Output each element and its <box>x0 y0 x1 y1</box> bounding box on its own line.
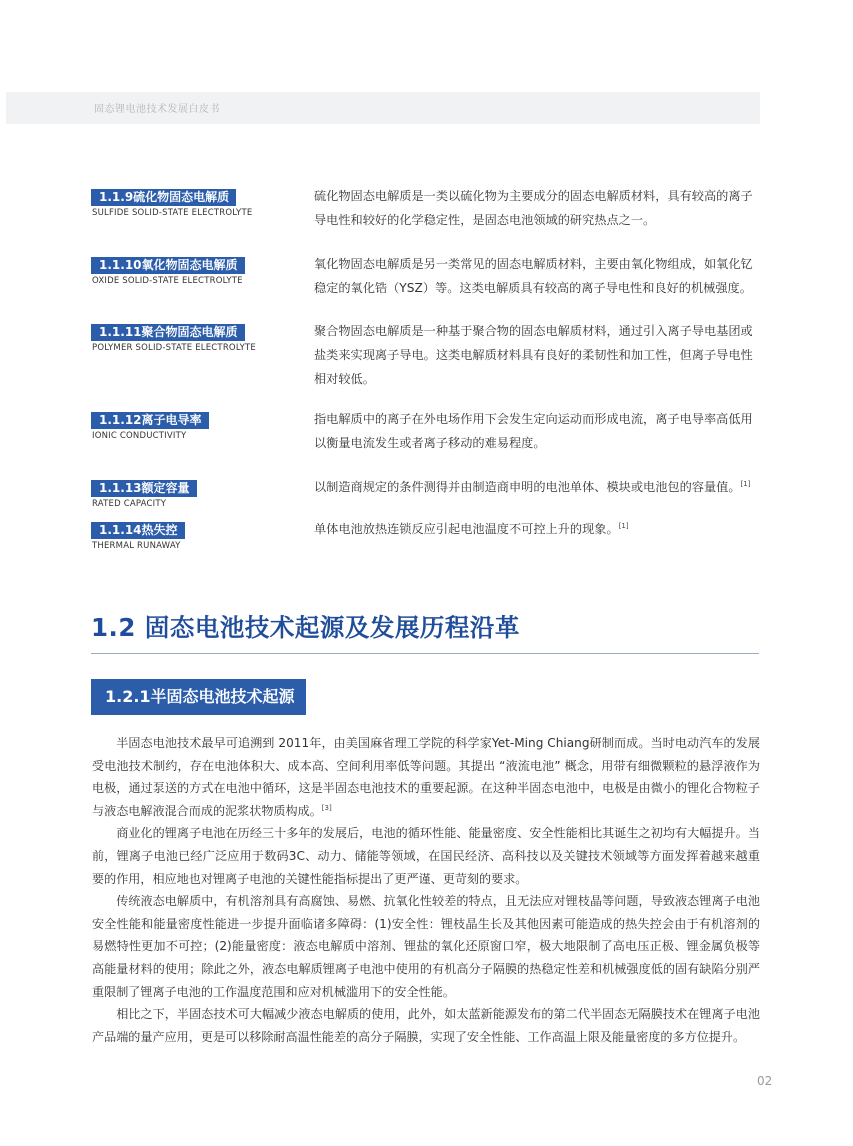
term-description: 单体电池放热连锁反应引起电池温度不可控上升的现象。[1] <box>314 521 629 536</box>
term-description: 聚合物固态电解质是一种基于聚合物的固态电解质材料，通过引入离子导电基团或盐类来实现离子导电。这类电解质材料具有良好的柔韧性和加工性，但离子导电性相对较低。 <box>314 324 753 386</box>
citation-marker: [3] <box>321 803 332 812</box>
term-description: 以制造商规定的条件测得并由制造商申明的电池单体、模块或电池包的容量值。[1] <box>314 479 751 494</box>
paragraph: 半固态电池技术最早可追溯到 2011年，由美国麻省理工学院的科学家Yet-Ming Chiang研制而成。当时电动汽车的发展受电池技术制约，存在电池体积大、成本高、空间利用率低等问题。其提出 “液流电池” 概念，用带有细微颗粒的悬浮液作为电极，通过泵送的方式在电池中循环，这是半固态电池技术的重要起源。在这种半固态电池中，电极是由微小的锂化合物粒子与液态电解液混合而成的泥浆状物质构成。[3] <box>92 736 760 818</box>
term-label: 1.1.14热失控 <box>91 522 185 539</box>
section-divider <box>91 653 759 654</box>
citation-marker: [1] <box>740 479 751 488</box>
term-label: 1.1.9硫化物固态电解质 <box>91 189 236 206</box>
header-title: 固态锂电池技术发展白皮书 <box>94 104 220 115</box>
term-label: 1.1.10氧化物固态电解质 <box>91 257 245 274</box>
paragraph: 传统液态电解质中，有机溶剂具有高腐蚀、易燃、抗氧化性较差的特点，且无法应对锂枝晶等问题，导致液态锂离子电池安全性能和能量密度性能进一步提升面临诸多障碍：(1)安全性：锂枝晶生长及其他因素可能造成的热失控会由于有机溶剂的易燃特性更加不可控；(2)能量密度：液态电解质中溶剂、锂盐的氧化还原窗口窄，极大地限制了高电压正极、锂金属负极等高能量材料的使用；除此之外，液态电解质锂离子电池中使用的有机高分子隔膜的热稳定性差和机械强度低的固有缺陷分别严重限制了锂离子电池的工作温度范围和应对机械滥用下的安全性能。 <box>92 894 760 999</box>
term-english: SULFIDE SOLID-STATE ELECTROLYTE <box>92 208 253 218</box>
term-description: 硫化物固态电解质是一类以硫化物为主要成分的固态电解质材料，具有较高的离子导电性和较好的化学稳定性，是固态电池领域的研究热点之一。 <box>314 189 753 227</box>
running-header <box>6 92 760 124</box>
term-english: THERMAL RUNAWAY <box>92 541 181 551</box>
subsection-heading: 1.2.1半固态电池技术起源 <box>91 679 306 715</box>
term-label: 1.1.13额定容量 <box>91 480 197 497</box>
body-text <box>92 732 760 1048</box>
term-english: RATED CAPACITY <box>92 499 167 509</box>
paragraph: 商业化的锂离子电池在历经三十多年的发展后，电池的循环性能、能量密度、安全性能相比其诞生之初均有大幅提升。当前，锂离子电池已经广泛应用于数码3C、动力、储能等领域，在国民经济、高科技以及关键技术领域等方面发挥着越来越重要的作用，相应地也对锂离子电池的关键性能指标提出了更严谨、更苛刻的要求。 <box>92 826 760 886</box>
term-label: 1.1.12离子电导率 <box>91 412 209 429</box>
term-description: 指电解质中的离子在外电场作用下会发生定向运动而形成电流，离子电导率高低用以衡量电流发生或者离子移动的难易程度。 <box>314 412 753 450</box>
term-english: POLYMER SOLID-STATE ELECTROLYTE <box>92 343 256 353</box>
citation-marker: [1] <box>618 521 629 530</box>
term-english: OXIDE SOLID-STATE ELECTROLYTE <box>92 276 243 286</box>
term-label: 1.1.11聚合物固态电解质 <box>91 324 245 341</box>
term-english: IONIC CONDUCTIVITY <box>92 431 187 441</box>
paragraph: 相比之下，半固态技术可大幅减少液态电解质的使用，此外，如太蓝新能源发布的第二代半固态无隔膜技术在锂离子电池产品端的量产应用，更是可以移除耐高温性能差的高分子隔膜，实现了安全性能、工作高温上限及能量密度的多方位提升。 <box>92 1007 760 1044</box>
section-heading: 1.2 固态电池技术起源及发展历程沿革 <box>91 613 520 642</box>
term-description: 氧化物固态电解质是另一类常见的固态电解质材料，主要由氧化物组成，如氧化钇稳定的氧化锆（YSZ）等。这类电解质具有较高的离子导电性和良好的机械强度。 <box>314 257 753 295</box>
page-number: 02 <box>757 1074 773 1088</box>
